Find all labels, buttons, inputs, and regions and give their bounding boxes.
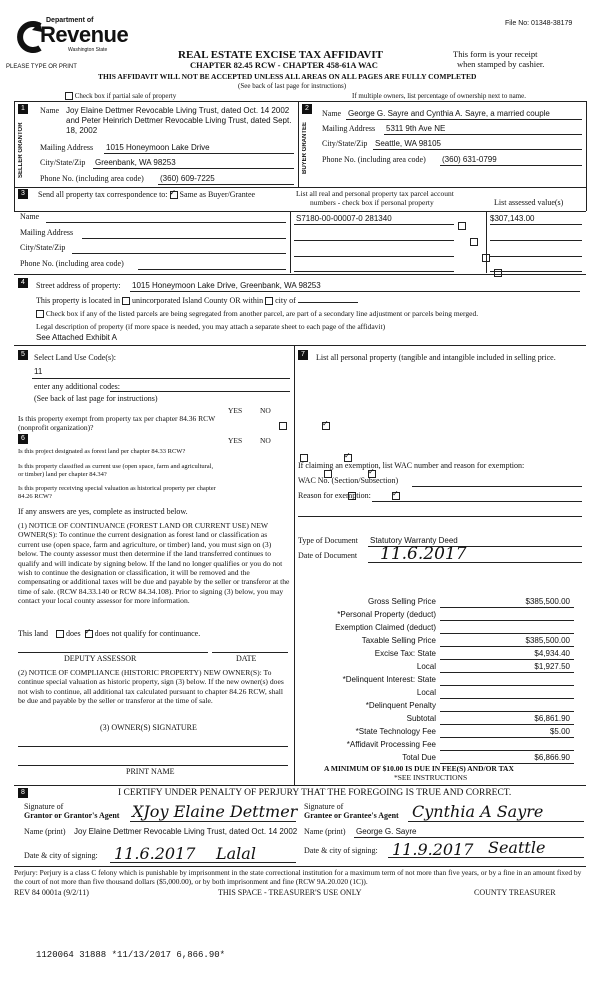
- financial-underline: [440, 750, 574, 751]
- financial-value[interactable]: $4,934.40: [534, 649, 570, 658]
- section-5-number: 5: [18, 350, 28, 360]
- section-2-number: 2: [302, 104, 312, 114]
- buyer-city-label: City/State/Zip: [322, 139, 368, 148]
- notice-continuance: (1) NOTICE OF CONTINUANCE (FOREST LAND OR CURRENT USE) NEW OWNER(S): To continue the current designation as forest land or classification as current use (open space, farm and agriculture, or timber) land, you must sign on (3) below. The county assessor must then determine if the land transferred continues to qualify and will indicate by signing below. If the land no longer qualifies or you do not wish to continue the designation or classification, it will be removed and the compensating or additional taxes will be due and payable by the seller or transferor at the time of sale. (RCW 84.33.140 or RCW 84.34.108). Prior to signing (3) below, you may contact your local county assessor for more information.: [18, 521, 290, 606]
- financial-value[interactable]: $6,861.90: [534, 714, 570, 723]
- corr-city-label: City/State/Zip: [20, 243, 66, 252]
- grantee-sig-label2: Grantee or Grantee's Agent: [304, 811, 399, 820]
- seller-name-value[interactable]: Joy Elaine Dettmer Revocable Living Trust, dated Oct. 14 2002 and Peter Heinrich Dettmer Revocable Living Trust, dated Sept. 18, 2002: [66, 106, 292, 135]
- financial-underline: [440, 646, 574, 647]
- seller-city-value[interactable]: Greenbank, WA 98253: [95, 158, 176, 167]
- section-7-number: 7: [298, 350, 308, 360]
- send-correspondence-label: Send all property tax correspondence to: ✓ Same as Buyer/Grantee: [38, 190, 255, 200]
- current-use-question: Is this property classified as current use (open space, farm and agricultural, or timber) land per chapter 84.34?: [18, 463, 214, 478]
- financial-underline: [440, 698, 574, 699]
- treasurer-space: THIS SPACE - TREASURER'S USE ONLY: [218, 888, 362, 897]
- parcel-personal-checkbox-2[interactable]: [470, 238, 478, 246]
- reason-label: Reason for exemption:: [298, 491, 371, 500]
- corr-name-label: Name: [20, 212, 40, 221]
- see-instructions-note: *SEE INSTRUCTIONS: [394, 773, 468, 782]
- dor-logo: [10, 14, 129, 62]
- financial-value[interactable]: $385,500.00: [525, 636, 570, 645]
- additional-codes-label: enter any additional codes:: [34, 382, 120, 391]
- financial-label: Taxable Selling Price: [361, 636, 436, 645]
- sec5-see-back: (See back of last page for instructions): [34, 394, 158, 403]
- exempt-no-checkbox[interactable]: [322, 422, 330, 430]
- buyer-phone-value[interactable]: (360) 631-0799: [442, 155, 497, 164]
- grantee-signature[interactable]: Cynthia A Sayre: [412, 802, 544, 821]
- seller-mail-label: Mailing Address: [40, 143, 94, 152]
- land-use-label: Select Land Use Code(s):: [34, 353, 116, 362]
- buyer-phone-label: Phone No. (including area code): [322, 155, 426, 164]
- buyer-mail-label: Mailing Address: [322, 124, 376, 133]
- financial-underline: [440, 685, 574, 686]
- logo-word: Revenue: [40, 22, 129, 47]
- assessed-header: List assessed value(s): [494, 198, 564, 207]
- treasurer-stamp: 1120064 31888 *11/13/2017 6,866.90*: [36, 950, 226, 960]
- segregated-line: Check box if any of the listed parcels are being segregated from another parcel, are part of a secondary line adjustment or parcels being merged.: [36, 309, 478, 318]
- grantee-sig-label1: Signature of: [304, 802, 344, 811]
- buyer-name-label: Name: [322, 109, 342, 118]
- assessed-value[interactable]: $307,143.00: [490, 214, 535, 223]
- seller-side-label: SELLER GRANTOR: [18, 122, 24, 178]
- form-title: REAL ESTATE EXCISE TAX AFFIDAVIT: [178, 49, 383, 61]
- financial-label: *State Technology Fee: [355, 727, 436, 736]
- grantor-print-label: Name (print): [24, 827, 66, 836]
- please-type: PLEASE TYPE OR PRINT: [6, 64, 77, 70]
- financial-underline: [440, 711, 574, 712]
- corr-phone-label: Phone No. (including area code): [20, 259, 124, 268]
- grantor-sig-label2: Grantor or Grantor's Agent: [24, 811, 120, 820]
- section-6-number: 6: [18, 434, 28, 444]
- financial-value[interactable]: $385,500.00: [525, 597, 570, 606]
- financial-underline: [440, 633, 574, 634]
- deputy-assessor-label: DEPUTY ASSESSOR: [64, 654, 137, 663]
- grantee-print-name[interactable]: George G. Sayre: [356, 827, 417, 836]
- financial-label: Subtotal: [406, 714, 436, 723]
- section-3-number: 3: [18, 189, 28, 199]
- grantor-date-value[interactable]: 11.6.2017: [114, 844, 196, 863]
- historic-question: Is this property receiving special valuation as historical property per chapter 84.26 RCW?: [18, 485, 216, 500]
- print-name-label: PRINT NAME: [126, 767, 175, 776]
- financial-label: Gross Selling Price: [367, 597, 436, 606]
- financial-underline: [440, 672, 574, 673]
- buyer-name-value[interactable]: George G. Sayre and Cynthia A. Sayre, a married couple: [348, 109, 550, 118]
- financial-label: *Personal Property (deduct): [337, 610, 436, 619]
- receipt-line2: when stamped by cashier.: [457, 59, 545, 69]
- rev-number: REV 84 0001a (9/2/11): [14, 888, 89, 897]
- land-use-value[interactable]: 11: [34, 367, 43, 376]
- deputy-date-label: DATE: [236, 654, 257, 663]
- grantee-date-label: Date & city of signing:: [304, 846, 378, 855]
- exemption-label: If claiming an exemption, list WAC number and reason for exemption:: [298, 461, 525, 470]
- section-4-number: 4: [18, 278, 28, 288]
- street-address-value[interactable]: 1015 Honeymoon Lake Drive, Greenbank, WA 98253: [132, 281, 321, 290]
- logo-line1: Department of: [46, 17, 94, 24]
- minimum-fee-note: A MINIMUM OF $10.00 IS DUE IN FEE(S) AND/OR TAX: [324, 764, 514, 773]
- qualify-does-not-checkbox[interactable]: [85, 630, 93, 638]
- wac-label: WAC No. (Section/Subsection): [298, 476, 399, 485]
- grantor-city-value[interactable]: Lalal: [216, 844, 256, 863]
- file-no: File No: 01348-38179: [505, 20, 573, 27]
- grantee-date-value[interactable]: 11.9.2017: [392, 840, 474, 859]
- corr-mail-label: Mailing Address: [20, 228, 74, 237]
- if-yes-note: If any answers are yes, complete as instructed below.: [18, 507, 188, 516]
- financial-label: Total Due: [402, 753, 436, 762]
- same-as-buyer-checkbox[interactable]: [170, 191, 178, 199]
- parcel-list-header1: List all real and personal property tax parcel account: [296, 189, 454, 198]
- financial-label: Exemption Claimed (deduct): [335, 623, 436, 632]
- perjury-notice: Perjury: Perjury is a class C felony which is punishable by imprisonment in the state correctional institution for a maximum term of not more than five years, or by a fine in an amount fixed by the court of not more than five thousand dollars ($5,000.00), or by both imprisonment and fine (RCW 9A.20.020 (1C)).: [14, 868, 582, 886]
- financial-underline: [440, 659, 574, 660]
- legal-description-label: Legal description of property (if more space is needed, you may attach a separate sheet to each page of the affidavit): [36, 322, 386, 331]
- parcel-personal-checkbox-1[interactable]: [458, 222, 466, 230]
- legal-description-value[interactable]: See Attached Exhibit A: [36, 333, 117, 342]
- sec6-no-header: NO: [260, 436, 271, 445]
- sec6-yes-header: YES: [228, 436, 243, 445]
- exempt-question: Is this property exempt from property tax per chapter 84.36 RCW (nonprofit organization)?: [18, 414, 216, 432]
- seller-city-label: City/State/Zip: [40, 158, 86, 167]
- grantee-print-label: Name (print): [304, 827, 346, 836]
- county-treasurer: COUNTY TREASURER: [474, 888, 556, 897]
- section-8-number: 8: [18, 788, 28, 798]
- seller-mail-value[interactable]: 1015 Honeymoon Lake Drive: [106, 143, 210, 152]
- grantee-city-value[interactable]: Seattle: [488, 838, 546, 857]
- see-back-note: (See back of last page for instructions): [238, 82, 347, 90]
- section-1-number: 1: [18, 104, 28, 114]
- financial-label: Local: [416, 662, 436, 671]
- multiple-owners-note: If multiple owners, list percentage of ownership next to name.: [352, 92, 526, 100]
- grantor-date-label: Date & city of signing:: [24, 851, 98, 860]
- receipt-line1: This form is your receipt: [453, 49, 538, 59]
- financial-label: Local: [416, 688, 436, 697]
- doc-date-label: Date of Document: [298, 551, 358, 560]
- financial-value[interactable]: $1,927.50: [534, 662, 570, 671]
- form-chapter: CHAPTER 82.45 RCW - CHAPTER 458-61A WAC: [190, 60, 378, 70]
- qualify-does-checkbox[interactable]: [56, 630, 64, 638]
- within-city-checkbox[interactable]: [265, 297, 273, 305]
- parcel-personal-checkbox-3[interactable]: [482, 254, 490, 262]
- located-line: This property is located in unincorporated Island County OR within city of: [36, 296, 358, 306]
- buyer-city-value[interactable]: Seattle, WA 98105: [375, 139, 441, 148]
- sec5-no-header: NO: [260, 406, 271, 415]
- grantor-sig-label1: Signature of: [24, 802, 64, 811]
- doc-type-label: Type of Document: [298, 536, 358, 545]
- financial-value[interactable]: $5.00: [549, 727, 570, 736]
- logo-state: Washington State: [68, 47, 108, 53]
- financial-underline: [440, 724, 574, 725]
- unincorporated-checkbox[interactable]: [122, 297, 130, 305]
- seller-phone-label: Phone No. (including area code): [40, 174, 144, 183]
- doc-type-value[interactable]: Statutory Warranty Deed: [370, 536, 458, 545]
- forest-question: Is this project designated as forest land per chapter 84.33 RCW?: [18, 448, 186, 455]
- financial-label: *Affidavit Processing Fee: [346, 740, 436, 749]
- partial-sale-checkbox[interactable]: [65, 92, 73, 100]
- parcel-list-header2: numbers - check box if personal property: [310, 198, 434, 207]
- grantor-print-name[interactable]: Joy Elaine Dettmer Revocable Living Trust, dated Oct. 14 2002: [74, 827, 298, 836]
- financial-label: *Delinquent Interest: State: [342, 675, 436, 684]
- financial-value[interactable]: $6,866.90: [534, 753, 570, 762]
- financial-underline: [440, 737, 574, 738]
- seller-name-label: Name: [40, 106, 60, 115]
- grantor-signature[interactable]: XJoy Elaine Dettmer: [132, 802, 298, 821]
- not-accepted-note: THIS AFFIDAVIT WILL NOT BE ACCEPTED UNLESS ALL AREAS ON ALL PAGES ARE FULLY COMPLETED: [98, 72, 477, 81]
- owner-signature-label: (3) OWNER(S) SIGNATURE: [100, 723, 197, 732]
- personal-property-label: List all personal property (tangible and intangible included in selling price.: [316, 353, 556, 362]
- doc-date-value[interactable]: 11.6.2017: [380, 544, 467, 564]
- parcel-number[interactable]: S7180-00-00007-0 281340: [296, 214, 392, 223]
- street-address-label: Street address of property:: [36, 281, 121, 290]
- seller-phone-value[interactable]: (360) 609-7225: [160, 174, 215, 183]
- historic-no-checkbox[interactable]: [392, 492, 400, 500]
- buyer-mail-value[interactable]: 5311 9th Ave NE: [386, 124, 446, 133]
- exempt-yes-checkbox[interactable]: [279, 422, 287, 430]
- financial-label: Excise Tax: State: [374, 649, 436, 658]
- sec5-yes-header: YES: [228, 406, 243, 415]
- buyer-side-label: BUYER GRANTEE: [302, 122, 308, 175]
- partial-sale-label: Check box if partial sale of property: [65, 92, 176, 100]
- notice-compliance: (2) NOTICE OF COMPLIANCE (HISTORIC PROPERTY) NEW OWNER(S): To continue special valuation as historic property, sign (3) below. If the new owner(s) does not wish to continue, all additional tax calculated pursuant to chapter 84.26 RCW, shall be due and payable by the seller or transferor at the time of sale.: [18, 668, 284, 706]
- segregated-checkbox[interactable]: [36, 310, 44, 318]
- financial-label: *Delinquent Penalty: [365, 701, 436, 710]
- financial-underline: [440, 607, 574, 608]
- certify-statement: I CERTIFY UNDER PENALTY OF PERJURY THAT THE FOREGOING IS TRUE AND CORRECT.: [118, 788, 512, 798]
- qualify-line: This land does ✓ does not qualify for continuance.: [18, 629, 200, 639]
- financial-underline: [440, 620, 574, 621]
